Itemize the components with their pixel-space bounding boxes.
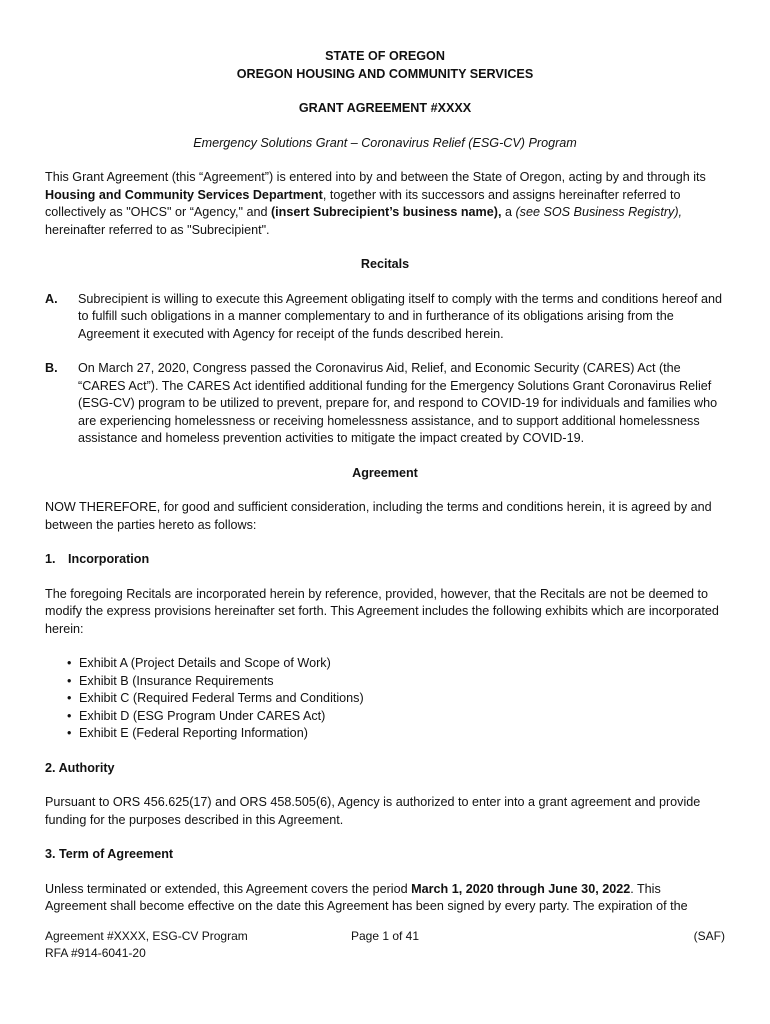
recital-a <box>45 291 725 344</box>
header-agency: OREGON HOUSING AND COMMUNITY SERVICES <box>236 66 534 81</box>
header-state: STATE OF OREGON <box>325 49 445 63</box>
page-number: Page 1 of 41 <box>350 929 420 943</box>
footer-saf: (SAF) <box>693 929 725 943</box>
bullet-icon: • <box>67 656 72 670</box>
bullet-icon: • <box>67 708 72 723</box>
section-1-text: The foregoing Recitals are incorporated herein by reference, provided, however, that the Recitals are not be deemed to modify the express provisions hereinafter set forth. This Agreement includes the following exhibits which are incorporated herein: <box>45 586 719 636</box>
bullet-icon: • <box>67 673 72 688</box>
list-item: • Exhibit A (Project Details and Scope of Work) <box>67 655 725 673</box>
bullet-icon: • <box>67 726 72 740</box>
section-2-text: Pursuant to ORS 456.625(17) and ORS 458.505(6), Agency is authorized to enter into a grant agreement and provide funding for the purposes described in this Agreement. <box>45 795 701 827</box>
list-item: • Exhibit B (Insurance Requirements <box>67 673 725 691</box>
list-item: • Exhibit C (Required Federal Terms and Conditions) <box>67 690 725 708</box>
recital-text: On March 27, 2020, Congress passed the Coronavirus Aid, Relief, and Economic Security (CARES) Act (the “CARES Act”). The CARES Act identified additional funding for the Emergency Solutions Grant Coronavirus Relief (ESG-CV) program to be utilized to prevent, prepare for, and respond to COVID-19 for individuals and families who are experiencing homelessness or receiving homelessness assistance, and to support additional homelessness assistance and homeless prevention activities to mitigate the impact created by COVID-19. <box>78 361 718 445</box>
exhibit-list <box>45 655 725 743</box>
recitals-heading: Recitals <box>360 257 410 271</box>
footer-rfa-number: RFA #914-6041-20 <box>45 946 146 960</box>
page-footer <box>45 928 725 962</box>
agreement-title: GRANT AGREEMENT #XXXX <box>298 101 472 115</box>
recital-b <box>45 360 725 448</box>
recital-label: A. <box>45 291 58 306</box>
bullet-icon: • <box>67 691 72 705</box>
program-subtitle: Emergency Solutions Grant – Coronavirus Relief (ESG-CV) Program <box>193 135 577 150</box>
registry-note: (see SOS Business Registry), <box>515 205 683 219</box>
recital-label: B. <box>45 361 58 375</box>
term-period: March 1, 2020 through June 30, 2022 <box>411 881 631 896</box>
subrecipient-placeholder: (insert Subrecipient’s business name), <box>270 205 502 219</box>
list-item: • Exhibit D (ESG Program Under CARES Act) <box>67 708 725 726</box>
section-1-heading: 1. Incorporation <box>45 552 150 566</box>
section-2-heading: 2. Authority <box>45 760 115 775</box>
agreement-paragraph: NOW THEREFORE, for good and sufficient consideration, including the terms and conditions herein, it is agreed by and between the parties hereto as follows: <box>45 500 712 532</box>
recital-text: Subrecipient is willing to execute this Agreement obligating itself to comply with the terms and conditions hereof and to fulfill such obligations in a manner complementary to and in furtherance of its obligations arising from the Agreement it executed with Agency for receipt of the funds described herein. <box>78 291 723 341</box>
section-3-text: Unless terminated or extended, this Agreement covers the period March 1, 2020 through June 30, 2022. This Agreement shall become effective on the date this Agreement has been signed by every party. The expiration of the <box>45 881 688 913</box>
agreement-heading: Agreement <box>352 465 418 480</box>
document-page <box>45 48 725 916</box>
list-item: • Exhibit E (Federal Reporting Information) <box>67 725 725 743</box>
department-name: Housing and Community Services Department <box>45 187 323 202</box>
section-3-heading: 3. Term of Agreement <box>45 847 174 861</box>
intro-paragraph: This Grant Agreement (this “Agreement”) is entered into by and between the State of Oregon, acting by and through its Housing and Community Services Department, together with its successors and assigns hereinafter referred to collectively as "OHCS" or “Agency," and (insert Subrecipient’s business name), a (see SOS Business Registry), hereinafter referred to as "Subrecipient". <box>45 170 706 237</box>
footer-agreement-label: Agreement #XXXX, ESG-CV Program <box>45 929 248 943</box>
